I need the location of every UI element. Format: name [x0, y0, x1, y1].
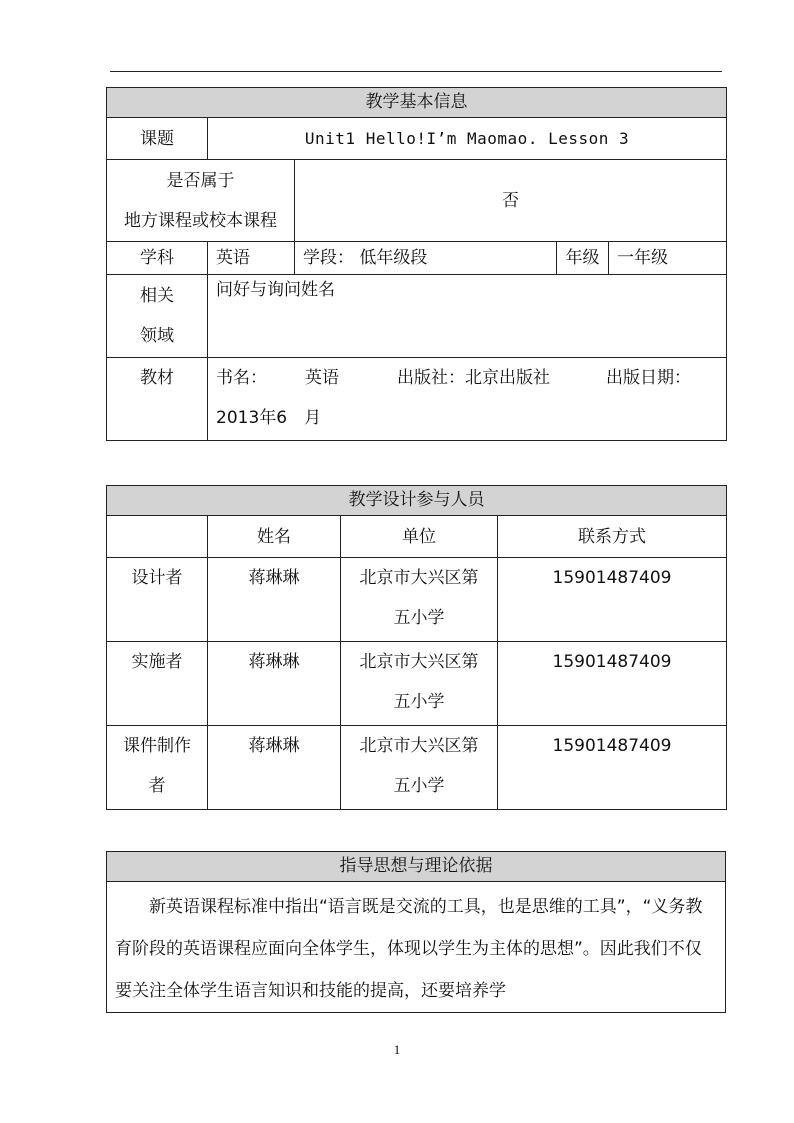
- phone-cell: 15901487409: [498, 642, 727, 726]
- name-cell: 蒋琳琳: [208, 642, 341, 726]
- pubdate-value: 2013年6 月: [216, 408, 322, 428]
- field-value: 问好与询问姓名: [208, 275, 727, 358]
- publisher-label: 出版社：: [397, 368, 465, 388]
- basic-info-table: [106, 87, 727, 441]
- phone-cell: 15901487409: [498, 558, 727, 642]
- role-cell: 设计者: [107, 558, 208, 642]
- guide-paragraph: 新英语课程标准中指出“语言既是交流的工具，也是思维的工具”，“义务教育阶段的英语课程应面向全体学生，体现以学生为主体的思想”。因此我们不仅要关注全体学生语言知识和技能的提高，还要培养学: [107, 882, 726, 1013]
- table-row: [107, 726, 727, 810]
- subject-value: 英语: [208, 242, 295, 275]
- field-label-line1: 相关: [140, 286, 174, 306]
- name-cell: 蒋琳琳: [208, 726, 341, 810]
- subject-label: 学科: [107, 242, 208, 275]
- unit-cell: 北京市大兴区第 五小学: [341, 642, 498, 726]
- textbook-value: [208, 358, 727, 441]
- guide-table: [106, 851, 726, 1013]
- unit-cell: 北京市大兴区第 五小学: [341, 558, 498, 642]
- publisher-value: 北京出版社: [465, 368, 550, 388]
- local-course-label-line2: 地方课程或校本课程: [124, 210, 277, 231]
- role-cell: 课件制作 者: [107, 726, 208, 810]
- role-cell: 实施者: [107, 642, 208, 726]
- book-name-value: 英语: [305, 368, 339, 388]
- staff-table: [106, 485, 727, 810]
- header-rule: [110, 71, 722, 72]
- unit-cell: 北京市大兴区第 五小学: [341, 726, 498, 810]
- field-label: [107, 275, 208, 358]
- guide-header: 指导思想与理论依据: [107, 852, 726, 882]
- table-row: [107, 642, 727, 726]
- book-name-label: 书名：: [216, 368, 267, 388]
- phone-cell: 15901487409: [498, 726, 727, 810]
- stage-cell: [295, 242, 557, 275]
- topic-label: 课题: [107, 118, 208, 160]
- grade-label: 年级: [557, 242, 609, 275]
- topic-value: Unit1 Hello!I’m Maomao. Lesson 3: [208, 118, 727, 160]
- page-number: 1: [393, 1042, 401, 1057]
- column-header-contact: 联系方式: [498, 516, 727, 558]
- local-course-label: [107, 160, 295, 242]
- textbook-label: 教材: [107, 358, 208, 441]
- table-row: [107, 558, 727, 642]
- stage-value: 低年级段: [359, 248, 428, 268]
- staff-header: 教学设计参与人员: [107, 486, 727, 516]
- name-cell: 蒋琳琳: [208, 558, 341, 642]
- stage-label: 学段：: [303, 248, 354, 268]
- grade-value: 一年级: [609, 242, 727, 275]
- column-header-role: [107, 516, 208, 558]
- local-course-label-line1: 是否属于: [166, 170, 235, 191]
- local-course-value: 否: [295, 160, 727, 242]
- column-header-unit: 单位: [341, 516, 498, 558]
- pubdate-label: 出版日期：: [606, 368, 691, 388]
- field-label-line2: 领域: [140, 326, 174, 346]
- basic-info-header: 教学基本信息: [107, 88, 727, 118]
- column-header-name: 姓名: [208, 516, 341, 558]
